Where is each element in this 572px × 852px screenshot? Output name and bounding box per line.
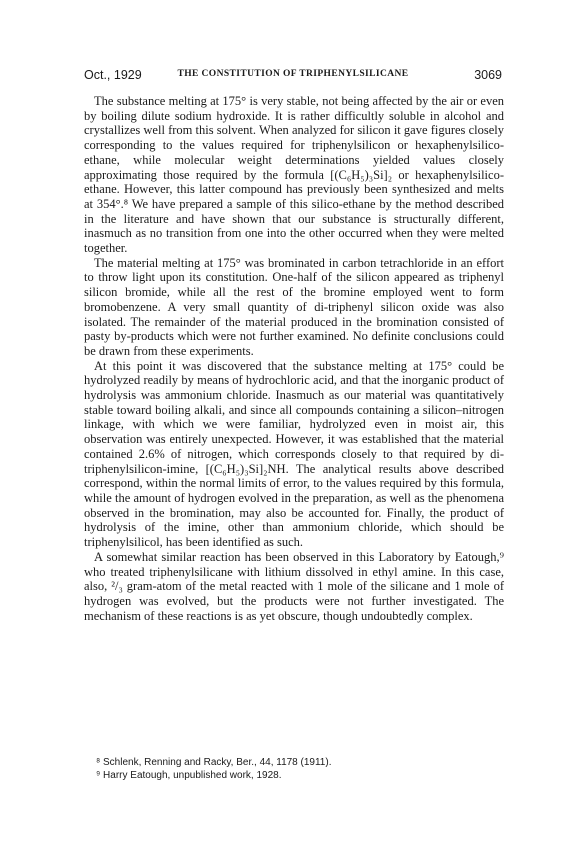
paragraph-2: The material melting at 175° was brominated in carbon tetrachloride in an effort to throw light upon its constitution. One-half of the silicon appeared as triphenyl silicon bromide, while all the rest of the bromine employed went to form bromobenzene. A very small quantity of di-triphenyl silicon oxide was also isolated. The remainder of the material produced in the bromination consisted of pasty by-products which were not further examined. No definite conclusions could be drawn from these experiments. (84, 255, 504, 358)
header-title: THE CONSTITUTION OF TRIPHENYLSILICANE (177, 69, 409, 79)
page-number: 3069 (474, 68, 502, 82)
paragraph-3: At this point it was discovered that the substance melting at 175° could be hydrolyzed readily by means of hydrochloric acid, and that the inorganic product of hydrolysis was ammonium chloride. Inasmuch as our material was quantitatively stable toward boiling alkali, and since all compounds containing a silicon–nitrogen linkage, with which we were familiar, hydrolyzed even in moist air, this observation was entirely unexpected. However, it was established that the material contained 2.6% of nitrogen, which corresponds closely to that required by di-triphenylsilicon-imine, [(C₆H₅)₃Si]₂NH. The analytical results above described correspond, within the normal limits of error, to the values required by this formula, while the amount of hydrogen evolved in the preparation, as well as the phenomena observed in the bromination, may also be accounted for. Finally, the product of hydrolysis of the imine, other than ammonium chloride, which should be triphenylsilicol, has been identified as such. (84, 358, 504, 550)
footnote-8: ⁸ Schlenk, Renning and Racky, Ber., 44, 1178 (1911). (96, 757, 332, 768)
paragraph-4: A somewhat similar reaction has been observed in this Laboratory by Eatough,⁹ who treated triphenylsilicane with lithium dissolved in ethyl amine. In this case, also, ²/₃ gram-atom of the metal reacted with 1 mole of the silicane and 1 mole of hydrogen was evolved, but the products were not further investigated. The mechanism of these reactions is as yet obscure, though undoubtedly complex. (84, 549, 504, 623)
footnotes (84, 756, 504, 782)
paragraph-1: The substance melting at 175° is very stable, not being affected by the air or even by boiling dilute sodium hydroxide. It is rather difficultly soluble in alcohol and crystallizes well from this solvent. When analyzed for silicon it gave figures closely corresponding to the values required for triphenylsilicon or hexaphenylsilico-ethane, while molecular weight determinations yielded values closely approximating those required by the formula [(C₆H₅)₃Si]₂ or hexaphenylsilico-ethane. However, this latter compound has previously been synthesized and melts at 354°.⁸ We have prepared a sample of this silico-ethane by the method described in the literature and have shown that our substance is structurally different, inasmuch as no transition from one into the other occurred when they were melted together. (84, 94, 504, 256)
footnote-9: ⁹ Harry Eatough, unpublished work, 1928. (96, 770, 282, 781)
running-header (84, 68, 502, 84)
article-body (84, 94, 504, 623)
header-date: Oct., 1929 (84, 68, 142, 82)
